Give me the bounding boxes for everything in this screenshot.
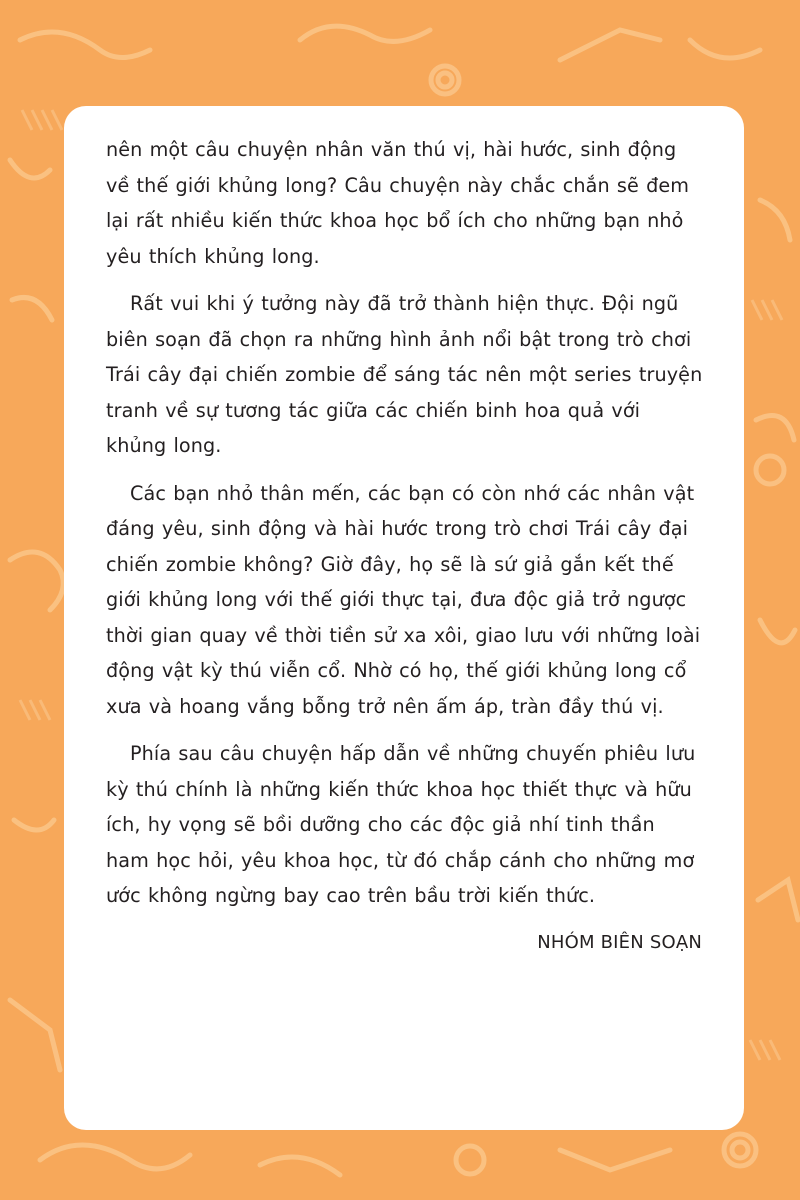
paragraph-3: Các bạn nhỏ thân mến, các bạn có còn nhớ các nhân vật đáng yêu, sinh động và hài hước trong trò chơi Trái cây đại chiến zombie không? Giờ đây, họ sẽ là sứ giả gắn kết thế giới khủng long với thế giới thực tại, đưa độc giả trở ngược thời gian quay về thời tiền sử xa xôi, giao lưu với những loài động vật kỳ thú viễn cổ. Nhờ có họ, thế giới khủng long cổ xưa và hoang vắng bỗng trở nên ấm áp, tràn đầy thú vị. (106, 481, 701, 718)
author-signature: NHÓM BIÊN SOẠN (537, 931, 702, 953)
paragraph-2: Rất vui khi ý tưởng này đã trở thành hiện thực. Đội ngũ biên soạn đã chọn ra những hình ảnh nổi bật trong trò chơi Trái cây đại chiến zombie để sáng tác nên một series truyện tranh về sự tương tác giữa các chiến binh hoa quả với khủng long. (106, 292, 703, 457)
paragraph-4: Phía sau câu chuyện hấp dẫn về những chuyến phiêu lưu kỳ thú chính là những kiến thức khoa học thiết thực và hữu ích, hy vọng sẽ bồi dưỡng cho các độc giả nhí tinh thần ham học hỏi, yêu khoa học, từ đó chắp cánh cho những mơ ước không ngừng bay cao trên bầu trời kiến thức. (106, 742, 696, 907)
paragraph-1: nên một câu chuyện nhân văn thú vị, hài hước, sinh động về thế giới khủng long? Câu chuyện này chắc chắn sẽ đem lại rất nhiều kiến thức khoa học bổ ích cho những bạn nhỏ yêu thích khủng long. (106, 138, 690, 268)
text-card (64, 106, 744, 1130)
